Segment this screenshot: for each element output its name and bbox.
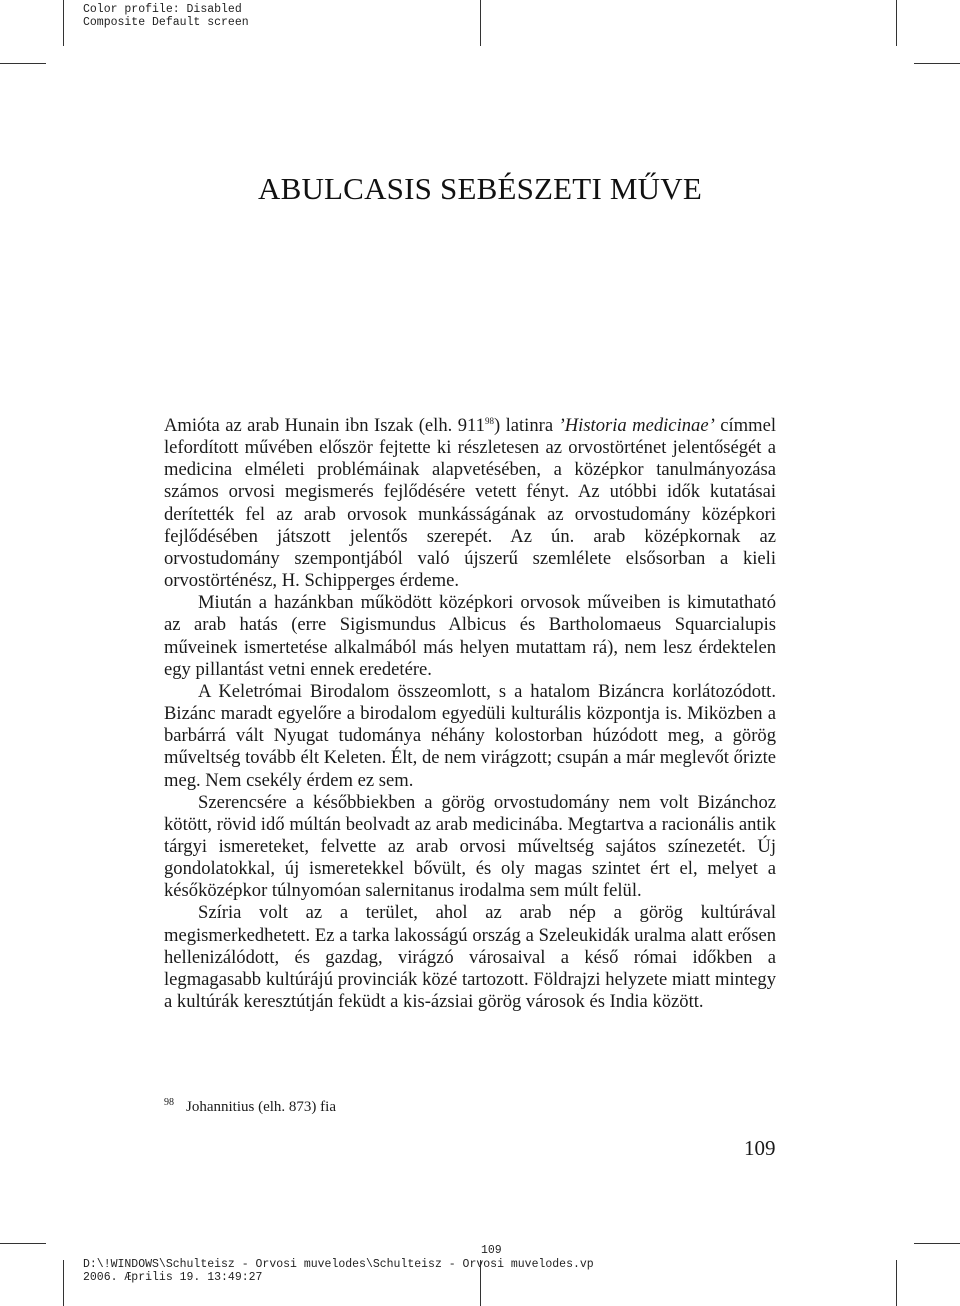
crop-mark-bottom-left-v [63,1260,64,1306]
file-path: D:\!WINDOWS\Schulteisz - Orvosi muvelodes\Schulteisz - Orvosi muvelodes.vp [83,1258,594,1271]
color-profile-line: Color profile: Disabled [83,3,242,16]
footnote-text: Johannitius (elh. 873) fia [186,1099,336,1115]
crop-mark-bottom-right-h [914,1243,960,1244]
footnote-mark: 98 [164,1097,174,1108]
chapter-title: ABULCASIS SEBÉSZETI MŰVE [258,170,702,206]
body-text [164,415,776,1013]
crop-mark-top-left-v [63,0,64,46]
footnote-ref: 98 [484,416,494,426]
print-footer-meta [83,1244,594,1284]
composite-line: Composite Default screen [83,16,249,29]
crop-mark-top-right-h [914,63,960,64]
crop-mark-top-left-h [0,63,46,64]
footnote [164,1097,336,1116]
paragraph-5: Szíria volt az a terület, ahol az arab nép a görög kultúrával megismerkedhetett. Ez a tarka lakosságú ország a Szeleukidák uralma alatt erősen hellenizálódott, és gazdag, virágzó városaival a késő római időkben a legmagasabb kultúrájú provinciák közé tartozott. Földrajzi helyzete miatt mintegy a kultúrák keresztútján feküdt a kis-ázsiai görög városok és India között. [164,902,776,1013]
paragraph-1-part2: ) latinra [493,415,559,436]
paragraph-1 [164,415,776,592]
paragraph-1-part1: Amióta az arab Hunain ibn Iszak (elh. 911 [164,415,485,436]
paragraph-4: Szerencsére a későbbiekben a görög orvostudomány nem volt Bizánchoz kötött, rövid idő múltán beolvadt az arab medicinába. Megtartva a racionális antik tárgyi ismereteket, felvette az arab orvosi műveltség sajátos színezetét. Új gondolatokkal, új ismeretekkel bővült, és oly magas szintet ért el, melyet a későközépkor túlnyomóan salernitanus irodalma sem múlt felül. [164,791,776,902]
crop-mark-bottom-left-h [0,1243,46,1244]
crop-mark-top-right-v [896,0,897,46]
page-number: 109 [744,1136,776,1160]
print-date: 2006. Æprilis 19. 13:49:27 [83,1271,263,1284]
crop-mark-top-center-v [480,0,481,46]
paragraph-2: Miután a hazánkban működött középkori orvosok műveiben is kimutatható az arab hatás (erre Sigismundus Albicus és Bartholomaeus Squarcialupis műveinek ismertetése alkalmából más helyen mutattam rá), nem lesz érdektelen egy pillantást vetni ennek eredetére. [164,592,776,680]
print-header-meta [83,3,249,29]
paragraph-1-part3: címmel lefordított művében először fejtette ki részletesen az orvostörténet jelentőségét a medicina elméleti problémáinak alapvetésében, a középkor tanulmányozása számos orvosi megismerés fejlődésére vetett fényt. Az utóbbi idők kutatásai derítették fel az arab orvosok munkásságának az orvostudomány középkori fejlődésében játszott jelentős szerepét. Az ún. arab középkornak az orvostudomány szempontjából való újszerű szemlélete elsősorban a kieli orvostörténész, H. Schipperges érdeme. [164,415,776,592]
paragraph-3: A Keletrómai Birodalom összeomlott, s a hatalom Bizáncra korlátozódott. Bizánc maradt egyelőre a birodalom egyedüli kulturális központja is. Miközben a barbárrá vált Nyugat tudománya néhány kolostorban húzódott meg, a görög műveltség tovább élt Keleten. Élt, de nem virágzott; csupán a már meglevőt őrizte meg. Nem csekély érdem ez sem. [164,680,776,791]
paragraph-1-italic-title: ’Historia medicinae’ [558,415,715,436]
crop-mark-bottom-right-v [896,1260,897,1306]
footer-page-number: 109 [481,1244,502,1257]
